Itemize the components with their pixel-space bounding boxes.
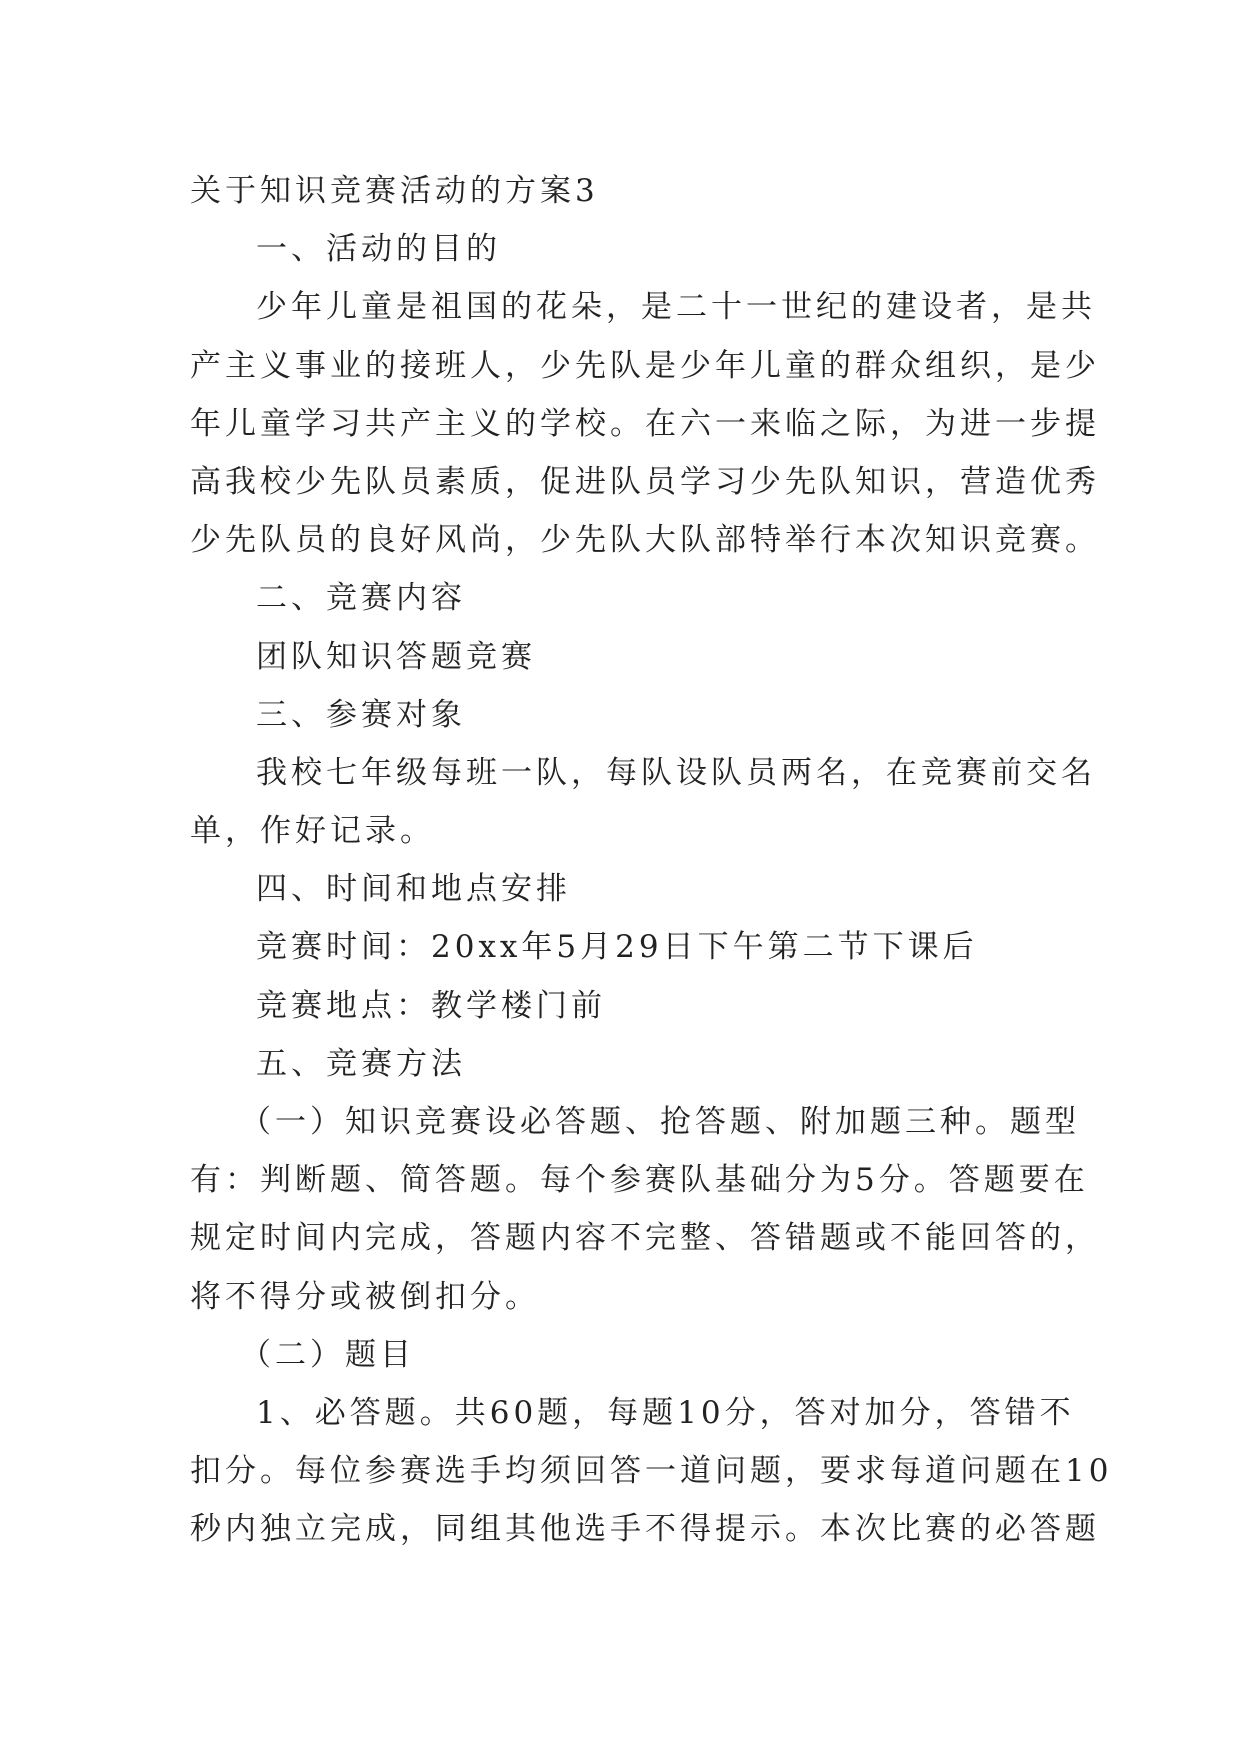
subsection-heading-questions: （二）题目	[240, 1336, 415, 1373]
paragraph-line: 竞赛地点：教学楼门前	[256, 987, 606, 1024]
paragraph-line: （一）知识竞赛设必答题、抢答题、附加题三种。题型	[240, 1104, 1080, 1140]
paragraph-line: 少先队员的良好风尚，少先队大队部特举行本次知识竞赛。	[190, 522, 1100, 559]
section-heading-content: 二、竞赛内容	[256, 580, 466, 617]
section-heading-schedule: 四、时间和地点安排	[256, 871, 571, 908]
paragraph-line: 单，作好记录。	[190, 813, 435, 850]
paragraph-line: 年儿童学习共产主义的学校。在六一来临之际，为进一步提	[190, 405, 1100, 442]
paragraph-line: 1、必答题。共60题，每题10分，答对加分，答错不	[256, 1394, 1075, 1431]
paragraph-line: 竞赛时间：20xx年5月29日下午第二节下课后	[256, 929, 978, 966]
paragraph-line: 少年儿童是祖国的花朵，是二十一世纪的建设者，是共	[256, 289, 1096, 326]
paragraph-line: 秒内独立完成，同组其他选手不得提示。本次比赛的必答题	[190, 1511, 1100, 1548]
paragraph-line: 将不得分或被倒扣分。	[190, 1278, 540, 1315]
paragraph-line: 有：判断题、简答题。每个参赛队基础分为5分。答题要在	[190, 1162, 1089, 1199]
paragraph-line: 我校七年级每班一队，每队设队员两名，在竞赛前交名	[256, 754, 1096, 791]
paragraph-line: 产主义事业的接班人，少先队是少年儿童的群众组织，是少	[190, 347, 1100, 384]
paragraph-line: 扣分。每位参赛选手均须回答一道问题，要求每道问题在10	[190, 1453, 1113, 1490]
paragraph-line: 高我校少先队员素质，促进队员学习少先队知识，营造优秀	[190, 463, 1100, 500]
document-title: 关于知识竞赛活动的方案3	[190, 173, 599, 209]
section-heading-purpose: 一、活动的目的	[256, 231, 501, 268]
paragraph-line: 规定时间内完成，答题内容不完整、答错题或不能回答的，	[190, 1220, 1100, 1257]
section-heading-participants: 三、参赛对象	[256, 696, 466, 733]
document-body	[190, 162, 1113, 1559]
section-heading-method: 五、竞赛方法	[256, 1045, 466, 1082]
paragraph-line: 团队知识答题竞赛	[256, 638, 536, 675]
